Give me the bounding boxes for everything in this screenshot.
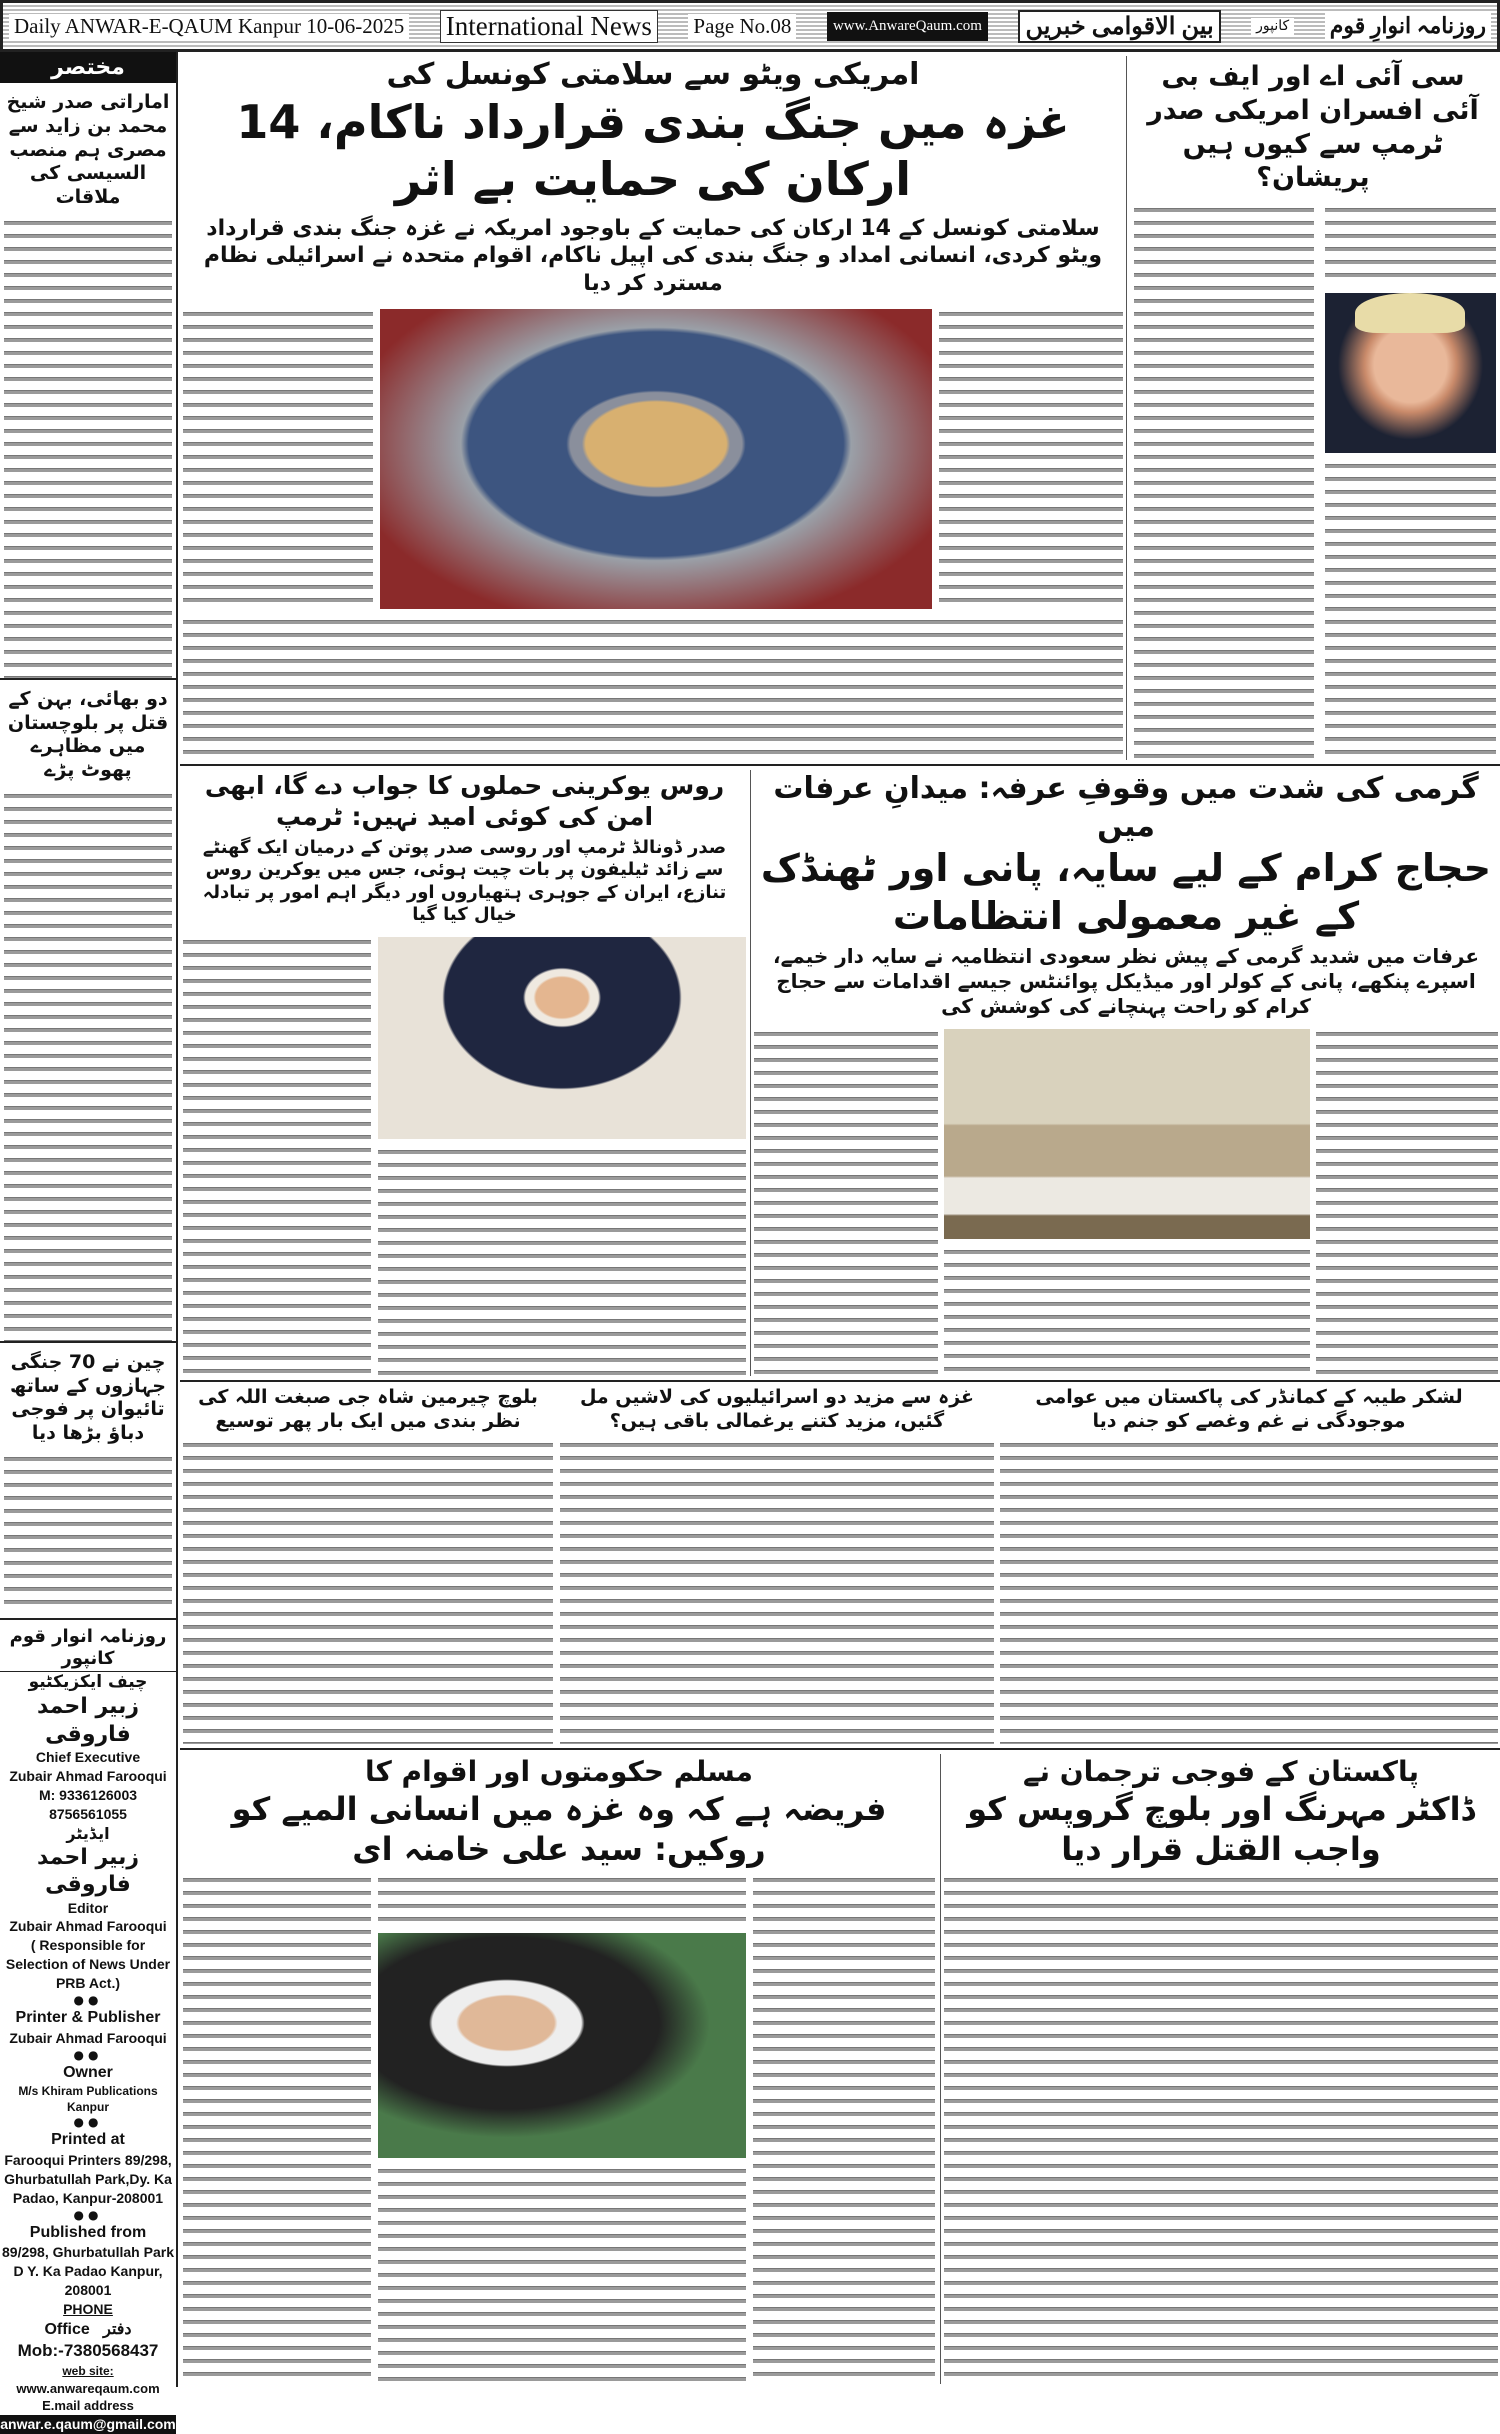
city-urdu: کانپور	[1251, 18, 1294, 35]
story-body	[378, 1875, 746, 1925]
email-address[interactable]: anwar.e.qaum@gmail.com	[0, 2415, 176, 2432]
story-body	[944, 1875, 1498, 2384]
story-headline: غزہ میں جنگ بندی قرارداد ناکام، 14 ارکان کی حمایت بے اثر	[236, 94, 1070, 206]
story-body	[1325, 461, 1496, 760]
story-columns	[183, 309, 1123, 760]
story-russia-trump	[183, 770, 746, 1376]
story-body	[1134, 205, 1314, 760]
story-headline: فریضہ ہے کہ وہ غزہ میں انسانی المیے کو روکیں: سید علی خامنہ ای	[231, 1790, 887, 1868]
story-gaza-veto	[183, 56, 1123, 760]
story-deck: صدر ڈونالڈ ٹرمپ اور روسی صدر پوتن کے درمیان ایک گھنٹے سے زائد ٹیلیفون پر بات چیت ہوئی، جس میں یوکرین روس تنازع، ایران کے جوہری ہتھیاروں اور دیگر اہم امور پر تبادلہ خیال کیا گیا	[202, 836, 727, 925]
brief-headline: اماراتی صدر شیخ محمد بن زاید سے مصری ہم منصب السیسی کی ملاقات	[6, 91, 170, 208]
owner-title: Owner	[63, 2063, 113, 2081]
story-kicker: گرمی کی شدت میں وقوفِ عرفہ: میدانِ عرفات میں	[773, 771, 1479, 844]
brief-headline: چین نے 70 جنگی جہازوں کے ساتھ تائیوان پر فوجی دباؤ بڑھا دیا	[9, 1350, 166, 1444]
story-body	[183, 1875, 371, 2384]
section-title-urdu: بین الاقوامی خبریں	[1018, 10, 1220, 43]
story-body	[183, 1440, 553, 1745]
khamenei-photo	[378, 1933, 746, 2158]
story-cia-trump	[1130, 56, 1496, 760]
story-body	[753, 1875, 935, 2384]
office-label-urdu: دفتر	[103, 2320, 132, 2338]
separator-dots: ●●	[73, 2207, 103, 2222]
separator-dots: ●●	[73, 2047, 103, 2062]
mobile-1: M: 9336126003	[38, 1786, 138, 1803]
masthead	[0, 1620, 176, 2434]
masthead-logo: روزنامہ انوار قوم کانپور	[0, 1626, 176, 1672]
story-body	[939, 309, 1123, 609]
story-columns	[183, 937, 746, 1377]
story-kicker: امریکی ویٹو سے سلامتی کونسل کی	[386, 57, 920, 92]
email-label: E.mail address	[42, 2398, 134, 2414]
trump-photo	[1325, 293, 1496, 453]
story-body	[183, 937, 371, 1377]
story-body	[378, 1147, 746, 1377]
published-title: Published from	[29, 2223, 147, 2241]
editor-note: ( Responsible for Selection of News Under PRB Act.)	[5, 1937, 171, 1992]
story-headline: ڈاکٹر مہرنگ اور بلوچ گروپس کو واجب القتل قرار دیا	[967, 1790, 1475, 1868]
story-columns	[1130, 205, 1496, 760]
section-title: International News	[440, 10, 658, 43]
brief-body	[4, 791, 172, 1341]
story-kicker: پاکستان کے فوجی ترجمان نے	[1023, 1755, 1419, 1788]
story-body	[944, 1247, 1310, 1376]
separator-dots: ●●	[73, 2115, 103, 2130]
office-mobile: Mob:-7380568437	[17, 2341, 159, 2361]
dateline: Daily ANWAR-E-QAUM Kanpur 10-06-2025	[9, 14, 409, 39]
story-headline: سی آئی اے اور ایف بی آئی افسران امریکی صدر ٹرمپ سے کیوں ہیں پریشان؟	[1147, 61, 1479, 194]
story-body	[1325, 205, 1496, 285]
story-body	[183, 617, 1123, 760]
published-address: 89/298, Ghurbatullah Park D Y. Ka Padao Kanpur, 208001	[2, 2244, 174, 2299]
story-gaza-hostages	[560, 1386, 994, 1744]
ce-urdu-name: زبیر احمد فاروقی	[36, 1694, 140, 1747]
story-deck: سلامتی کونسل کے 14 ارکان کی حمایت کے باوجود امریکہ نے غزہ جنگ بندی قرارداد ویٹو کردی، انسانی امداد و جنگ بندی کی اپیل ناکام، اقوام متحدہ نے اسرائیلی نظام مسترد کر دیا	[203, 215, 1103, 296]
ce-urdu-title: چیف ایکزیکٹیو	[28, 1671, 148, 1692]
separator-dots: ●●	[73, 1993, 103, 2008]
page-header	[0, 0, 1500, 52]
phone-title: PHONE	[63, 2301, 113, 2317]
ce-name: Zubair Ahmad Farooqui	[9, 1767, 167, 1784]
story-body	[560, 1440, 994, 1745]
story-body	[378, 2166, 746, 2384]
story-headline: روس یوکرینی حملوں کا جواب دے گا، ابھی امن کی کوئی امید نہیں: ٹرمپ	[204, 771, 725, 832]
office-label: Office	[44, 2320, 90, 2338]
story-body	[1000, 1440, 1498, 1745]
story-khamenei	[183, 1754, 935, 2384]
story-lashkar	[1000, 1386, 1498, 1744]
brief-body	[4, 1454, 172, 1604]
website-label: web site:	[62, 2364, 114, 2379]
newspaper-logo: روزنامہ انوارِ قوم	[1325, 13, 1491, 39]
story-pakistan-military	[944, 1754, 1498, 2384]
printer-publisher-name: Zubair Ahmad Farooqui	[9, 2029, 167, 2046]
printed-address: Farooqui Printers 89/298, Ghurbatullah Park,Dy. Ka Padao, Kanpur-208001	[4, 2152, 172, 2206]
editor-title: Editor	[67, 1899, 109, 1916]
story-columns	[183, 1875, 935, 2384]
story-headline: غزہ سے مزید دو اسرائیلیوں کی لاشیں مل گئیں، مزید کتنے یرغمالی باقی ہیں؟	[579, 1386, 975, 1432]
story-body	[754, 1029, 938, 1376]
printer-publisher-title: Printer & Publisher	[15, 2009, 161, 2027]
printed-title: Printed at	[51, 2131, 125, 2149]
briefs-tag: مختصر	[0, 52, 176, 83]
story-kicker: مسلم حکومتوں اور اقوام کا	[365, 1755, 753, 1788]
editor-urdu-name: زبیر احمد فاروقی	[36, 1844, 140, 1898]
sidebar	[0, 52, 178, 2432]
arafat-photo	[944, 1029, 1310, 1239]
editor-name: Zubair Ahmad Farooqui	[9, 1918, 167, 1935]
mobile-2: 8756561055	[49, 1805, 127, 1822]
story-columns	[754, 1029, 1498, 1376]
website-url[interactable]: www.anwareqaum.com	[16, 2380, 160, 2396]
story-deck: عرفات میں شدید گرمی کے پیش نظر سعودی انتظامیہ نے سایہ دار خیمے، اسپرے پنکھے، پانی کے کولر اور میڈیکل پوائنٹس جیسے اقدامات سے حجاج کرام کو راحت پہنچانے کی کوشش کی	[772, 944, 1480, 1018]
story-headline: لشکر طیبہ کے کمانڈر کی پاکستان میں عوامی موجودگی نے غم وغصے کو جنم دیا	[1035, 1386, 1463, 1432]
editor-urdu-title: ایڈیٹر	[66, 1823, 110, 1843]
story-headline: بلوچ چیرمین شاہ جی صبغت اللہ کی نظر بندی میں ایک بار پھر توسیع	[198, 1386, 538, 1432]
page-number: Page No.08	[688, 14, 796, 39]
trump-podium-photo	[378, 937, 746, 1139]
story-hajj	[754, 770, 1498, 1376]
story-body	[1316, 1029, 1498, 1376]
brief-body	[4, 218, 172, 678]
website-link[interactable]: www.AnwareQaum.com	[827, 12, 988, 41]
story-baloch-detention	[183, 1386, 553, 1744]
story-headline: حجاج کرام کے لیے سایہ، پانی اور ٹھنڈک کے غیر معمولی انتظامات	[760, 846, 1492, 938]
ce-title: Chief Executive	[35, 1749, 141, 1765]
owner-city: Kanpur	[67, 2100, 109, 2115]
security-council-photo	[380, 309, 932, 609]
owner-name: M/s Khiram Publications	[18, 2084, 158, 2099]
story-body	[183, 309, 373, 609]
brief-headline: دو بھائی، بہن کے قتل پر بلوچستان میں مظاہرے پھوٹ پڑے	[7, 687, 169, 781]
